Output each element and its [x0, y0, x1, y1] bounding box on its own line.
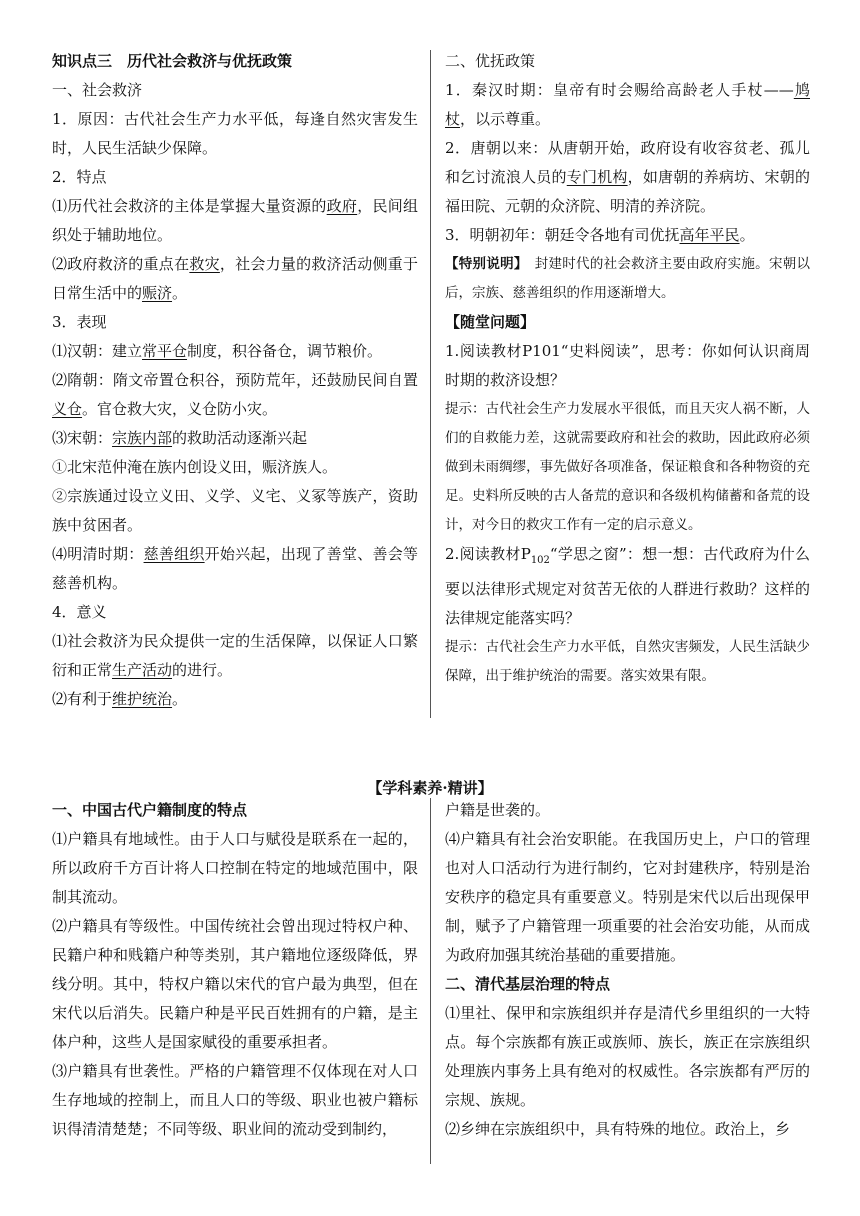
para-ming-qing: ⑷明清时期：慈善组织开始兴起，出现了善堂、善会等慈善机构。: [52, 545, 418, 592]
para-hereditary-cont: 户籍是世袭的。: [445, 801, 551, 819]
answer-2: 提示：古代社会生产力水平低，自然灾害频发，人民生活缺少保障，出于维护统治的需要。落实效果有限。: [445, 639, 810, 684]
para-hierarchical: ⑵户籍具有等级性。中国传统社会曾出现过特权户种、民籍户种和贱籍户种等类别，其户籍地位逐级降低，界线分明。其中，特权户籍以宋代的官户最为典型，但在宋代以后消失。民籍户种是平民百姓拥有的户籍，是主体户种，这些人是国家赋役的重要承担者。: [52, 917, 418, 1051]
para-feature-2: ⑵政府救济的重点在救灾，社会力量的救济活动侧重于日常生活中的赈济。: [52, 255, 418, 302]
heading-manifestation: 3．表现: [52, 313, 107, 331]
special-note: 【特别说明】 封建时代的社会救济主要由政府实施。宋朝以后，宗族、慈善组织的作用逐渐增大。: [445, 256, 811, 301]
heading-preferential-policy: 二、优抚政策: [445, 52, 536, 70]
para-han: ⑴汉朝：建立常平仓制度，积谷备仓，调节粮价。: [52, 342, 383, 360]
column-divider-bottom: [430, 798, 431, 1164]
class-questions-label: 【随堂问题】: [445, 313, 536, 331]
section-title-knowledge-3: 知识点三 历代社会救济与优抚政策: [52, 52, 293, 70]
para-qing-1: ⑴里社、保甲和宗族组织并存是清代乡里组织的一大特点。每个宗族都有族正或族师、族长，族正在宗族组织处理族内事务上具有绝对的权威性。各宗族都有严厉的宗规、族规。: [445, 1004, 810, 1109]
heading-significance: 4．意义: [52, 603, 107, 621]
para-feature-1: ⑴历代社会救济的主体是掌握大量资源的政府，民间组织处于辅助地位。: [52, 197, 418, 244]
para-qin-han: 1．秦汉时期：皇帝有时会赐给高龄老人手杖——鸠杖，以示尊重。: [445, 81, 810, 128]
para-significance-1: ⑴社会救济为民众提供一定的生活保障，以保证人口繁衍和正常生产活动的进行。: [52, 632, 418, 679]
answer-1: 提示：古代社会生产力发展水平很低，而且天灾人祸不断，人们的自救能力差，这就需要政府和社会的救助，因此政府必须做到未雨绸缪，事先做好各项准备，保证粮食和各种物资的充足。史料所反映的古人备荒的意识和各级机构储蓄和备荒的设计，对今日的救灾工作有一定的启示意义。: [445, 401, 810, 533]
subject-literacy-title: 【学科素养·精讲】: [367, 779, 493, 797]
para-song: ⑶宋朝：宗族内部的救助活动逐渐兴起: [52, 429, 308, 447]
para-hereditary: ⑶户籍具有世袭性。严格的户籍管理不仅体现在对人口生存地域的控制上，而且人口的等级、职业也被户籍标识得清清楚楚；不同等级、职业间的流动受到制约，: [52, 1062, 418, 1138]
para-sui: ⑵隋朝：隋文帝置仓积谷，预防荒年，还鼓励民间自置义仓。官仓救大灾，义仓防小灾。: [52, 371, 418, 418]
para-cause: 1．原因：古代社会生产力水平低，每逢自然灾害发生时，人民生活缺少保障。: [52, 110, 418, 157]
question-1: 1.阅读教材P101“史料阅读”，思考：你如何认识商周时期的救济设想？: [445, 342, 810, 389]
column-divider-top: [430, 50, 431, 718]
para-song-1: ①北宋范仲淹在族内创设义田，赈济族人。: [52, 458, 338, 476]
top-right-column: [445, 47, 810, 691]
para-regional: ⑴户籍具有地域性。由于人口与赋役是联系在一起的，所以政府千方百计将人口控制在特定的地域范围中，限制其流动。: [52, 830, 418, 906]
para-early-ming: 3．明朝初年：朝廷令各地有司优抚高年平民。: [445, 226, 755, 244]
heading-social-relief: 一、社会救济: [52, 81, 143, 99]
para-tang: 2．唐朝以来：从唐朝开始，政府设有收容贫老、孤儿和乞讨流浪人员的专门机构，如唐朝的养病坊、宋朝的福田院、元朝的众济院、明清的养济院。: [445, 139, 810, 215]
heading-household-registration: 一、中国古代户籍制度的特点: [52, 801, 248, 819]
para-public-security: ⑷户籍具有社会治安职能。在我国历史上，户口的管理也对人口活动行为进行制约，它对封建秩序，特别是治安秩序的稳定具有重要意义。特别是宋代以后出现保甲制，赋予了户籍管理一项重要的社会治安功能，从而成为政府加强其统治基础的重要措施。: [445, 830, 810, 964]
heading-qing-governance: 二、清代基层治理的特点: [445, 975, 611, 993]
para-qing-2: ⑵乡绅在宗族组织中，具有特殊的地位。政治上，乡: [445, 1120, 791, 1138]
bottom-left-column: [52, 796, 418, 1144]
para-song-2: ②宗族通过设立义田、义学、义宅、义冢等族产，资助族中贫困者。: [52, 487, 418, 534]
question-2: 2.阅读教材$P_{102}“$学思之窗”：想一想：古代政府为什么要以法律形式规定对贫苦无依的人群进行救助？这样的法律规定能落实吗？: [445, 545, 811, 627]
para-significance-2: ⑵有利于维护统治。: [52, 690, 188, 708]
top-left-column: [52, 47, 418, 714]
heading-features: 2．特点: [52, 168, 107, 186]
bottom-right-column: [445, 796, 810, 1144]
